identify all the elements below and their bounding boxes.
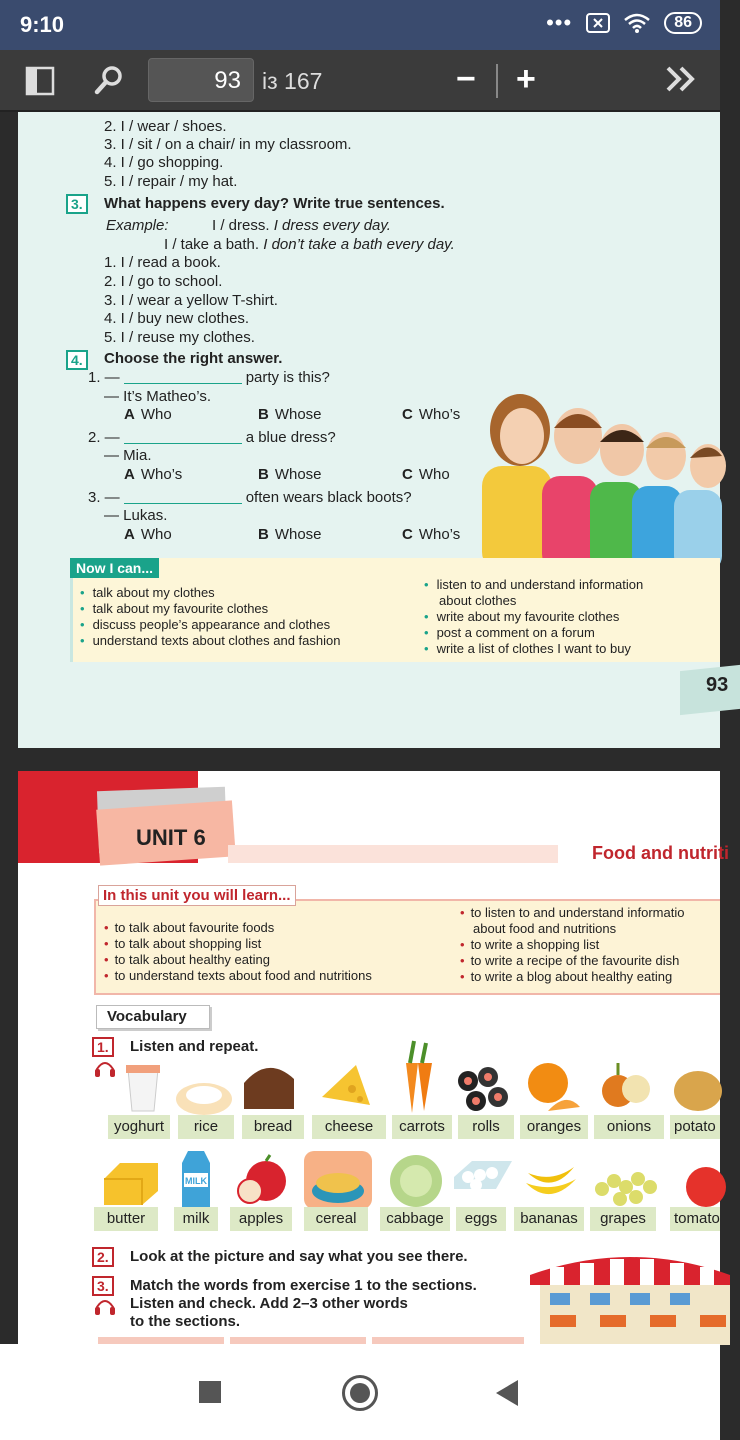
vocab-word: rolls xyxy=(458,1115,514,1139)
children-photo xyxy=(482,386,722,572)
zoom-out-button[interactable]: − xyxy=(456,60,476,98)
question-line: 2. — a blue dress? xyxy=(88,429,336,446)
potato-picture xyxy=(670,1063,726,1115)
rolls-picture xyxy=(454,1063,510,1115)
question-line: 1. — party is this? xyxy=(88,369,330,386)
exercise-title: Listen and repeat. xyxy=(130,1038,259,1055)
grapes-picture xyxy=(592,1159,666,1211)
example-label: Example: xyxy=(106,217,169,234)
page-number: 93 xyxy=(706,674,729,696)
system-navigation-bar xyxy=(0,1344,720,1440)
exercise-number: 3. xyxy=(66,194,88,214)
list-item: 3. I / wear a yellow T-shirt. xyxy=(104,292,278,309)
vocab-word: cabbage xyxy=(380,1207,450,1231)
list-item: 5. I / repair / my hat. xyxy=(104,173,238,190)
oranges-picture xyxy=(524,1061,580,1113)
option-c: C Who’s xyxy=(402,406,461,423)
cereal-picture xyxy=(304,1151,372,1209)
cheese-picture xyxy=(316,1061,372,1113)
vocab-word: eggs xyxy=(456,1207,506,1231)
eggs-picture xyxy=(452,1157,514,1203)
now-i-can-item: • talk about my clothes xyxy=(80,585,215,600)
learn-item: • to write a recipe of the favourite dish xyxy=(460,953,679,968)
vocab-word: cheese xyxy=(312,1115,386,1139)
option-b: B Whose xyxy=(258,466,322,483)
more-dots-icon: ••• xyxy=(546,10,573,35)
list-item: 2. I / go to school. xyxy=(104,273,223,290)
learn-item: • to write a blog about healthy eating xyxy=(460,969,672,984)
vocab-word: butter xyxy=(94,1207,158,1231)
apples-picture xyxy=(236,1155,292,1207)
learn-item: • to talk about healthy eating xyxy=(104,952,270,967)
vocab-word: grapes xyxy=(590,1207,656,1231)
headphones-icon xyxy=(94,1297,116,1315)
learn-item: • to write a shopping list xyxy=(460,937,599,952)
cabbage-picture xyxy=(386,1151,446,1209)
vocab-word: onions xyxy=(594,1115,664,1139)
answer-blank xyxy=(124,370,242,384)
option-b: B Whose xyxy=(258,406,322,423)
exercise-title: Choose the right answer. xyxy=(104,350,283,367)
page-total-label: із 167 xyxy=(262,68,323,94)
exercise-number: 3. xyxy=(92,1276,114,1296)
now-i-can-label: Now I can... xyxy=(70,558,159,578)
vocab-word: bananas xyxy=(514,1207,584,1231)
vocab-word: tomato xyxy=(670,1207,720,1231)
list-item: 1. I / read a book. xyxy=(104,254,221,271)
answer-blank xyxy=(124,430,242,444)
exercise-title: What happens every day? Write true sentences. xyxy=(104,195,445,212)
vocab-word: bread xyxy=(242,1115,304,1139)
vocab-word: yoghurt xyxy=(108,1115,170,1139)
status-time: 9:10 xyxy=(20,12,65,37)
now-i-can-item: • understand texts about clothes and fashion xyxy=(80,633,340,648)
example-line: I / dress. I dress every day. xyxy=(212,217,391,234)
option-a: A Who xyxy=(124,526,172,543)
butter-picture xyxy=(102,1155,158,1207)
now-i-can-item: • post a comment on a forum xyxy=(424,625,595,640)
answer-line: — Mia. xyxy=(104,447,152,464)
vocab-word: carrots xyxy=(392,1115,452,1139)
learn-item: • to listen to and understand informatio xyxy=(460,905,684,920)
onions-picture xyxy=(596,1059,652,1111)
unit-label: UNIT 6 xyxy=(136,825,206,850)
bananas-picture xyxy=(522,1159,578,1211)
learn-label: In this unit you will learn... xyxy=(98,885,296,906)
list-item: 4. I / buy new clothes. xyxy=(104,310,250,327)
now-i-can-item-cont: about clothes xyxy=(439,593,517,608)
headphones-icon xyxy=(94,1059,116,1077)
exercise-number: 2. xyxy=(92,1247,114,1267)
supermarket-picture xyxy=(530,1245,730,1345)
learn-item-cont: about food and nutritions xyxy=(473,921,617,936)
exercise-title: Match the words from exercise 1 to the sections. xyxy=(130,1277,477,1294)
bread-picture xyxy=(240,1059,296,1111)
vocab-word: rice xyxy=(178,1115,234,1139)
vocab-word: oranges xyxy=(520,1115,588,1139)
learn-item: • to understand texts about food and nutritions xyxy=(104,968,372,983)
vocab-word: potato xyxy=(670,1115,720,1139)
answer-line: — It’s Matheo’s. xyxy=(104,388,211,405)
vocabulary-label: Vocabulary xyxy=(96,1005,210,1029)
now-i-can-item: • talk about my favourite clothes xyxy=(80,601,268,616)
exercise-title: to the sections. xyxy=(130,1313,241,1330)
now-i-can-item: • write about my favourite clothes xyxy=(424,609,619,624)
question-line: 3. — often wears black boots? xyxy=(88,489,412,506)
unit-title: Food and nutriti xyxy=(592,843,729,863)
vocab-word: milk xyxy=(174,1207,218,1231)
vocab-word: cereal xyxy=(304,1207,368,1231)
now-i-can-item: • write a list of clothes I want to buy xyxy=(424,641,631,656)
option-c: C Who xyxy=(402,466,450,483)
carrots-picture xyxy=(390,1039,446,1113)
learn-item: • to talk about favourite foods xyxy=(104,920,274,935)
sidebar-toggle-icon[interactable] xyxy=(26,67,54,95)
exercise-number: 4. xyxy=(66,350,88,370)
exercise-title: Look at the picture and say what you see there. xyxy=(130,1248,468,1265)
pdf-page-94[interactable] xyxy=(18,771,729,1344)
learn-item: • to talk about shopping list xyxy=(104,936,261,951)
milk-carton-picture xyxy=(178,1149,214,1209)
search-icon[interactable] xyxy=(94,65,124,95)
tomato-picture xyxy=(682,1161,738,1213)
list-item: 3. I / sit / on a chair/ in my classroom. xyxy=(104,136,352,153)
page-number-input[interactable]: 93 xyxy=(148,58,254,102)
answer-blank xyxy=(124,490,242,504)
list-item: 5. I / reuse my clothes. xyxy=(104,329,255,346)
exercise-title: Listen and check. Add 2–3 other words xyxy=(130,1295,408,1312)
exercise-number: 1. xyxy=(92,1037,114,1057)
unit-strip xyxy=(228,845,558,863)
status-bar xyxy=(0,0,720,50)
pdf-page-93[interactable] xyxy=(18,112,729,748)
milk-carton-label: MILK xyxy=(185,1176,207,1186)
example-line: I / take a bath. I don’t take a bath every day. xyxy=(164,236,455,253)
list-item: 2. I / wear / shoes. xyxy=(104,118,227,135)
yoghurt-picture xyxy=(116,1061,172,1113)
vocab-word: apples xyxy=(230,1207,292,1231)
home-icon[interactable] xyxy=(342,1375,378,1411)
zoom-in-button[interactable]: + xyxy=(516,60,536,98)
double-chevron-right-icon[interactable] xyxy=(664,64,698,94)
option-a: A Who xyxy=(124,406,172,423)
now-i-can-item: • listen to and understand information xyxy=(424,577,643,592)
wifi-icon xyxy=(624,13,650,33)
notification-muted-icon xyxy=(586,13,610,33)
battery-indicator: 86 xyxy=(664,12,702,34)
back-icon[interactable] xyxy=(496,1380,518,1406)
answer-line: — Lukas. xyxy=(104,507,168,524)
now-i-can-item: • discuss people’s appearance and clothes xyxy=(80,617,330,632)
list-item: 4. I / go shopping. xyxy=(104,154,224,171)
zoom-separator xyxy=(496,64,498,98)
option-c: C Who’s xyxy=(402,526,461,543)
option-b: B Whose xyxy=(258,526,322,543)
pdf-toolbar xyxy=(0,50,720,112)
option-a: A Who’s xyxy=(124,466,183,483)
status-icons xyxy=(546,12,702,34)
recent-apps-icon[interactable] xyxy=(199,1381,221,1403)
